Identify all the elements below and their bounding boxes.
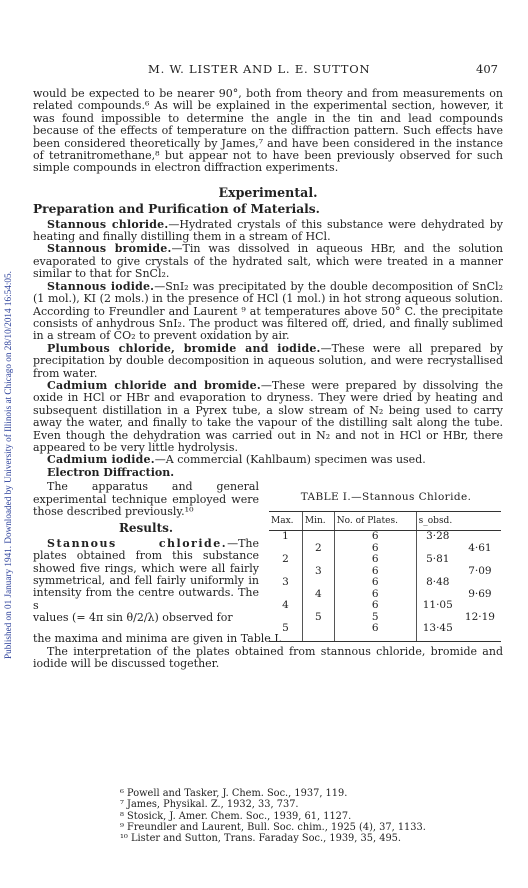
cell-max: 4 [282, 599, 289, 611]
cell-min [302, 577, 334, 589]
header-min: Min. [302, 511, 334, 530]
rule-cell [302, 635, 334, 642]
table-header-row [269, 511, 501, 530]
cell-s-min [459, 531, 501, 543]
cell-plates: 6 [334, 600, 416, 612]
table-caption: TABLE I.—Stannous Chloride. [300, 491, 472, 504]
cell-s-min [459, 554, 501, 566]
paragraph-text: —SnI₂ was precipitated by the double decomposition of SnCl₂ (1 mol.), KI (2 mols.) in the presence of HCl (1 mol.) in hot strong aqueous solution. According to Freundler and Laurent ⁹ at temperatures above 50° C. the precipitate consists of anhydrous SnI₂. The product was filtered off, dried, and finally sublimed in a stream of CO₂ to prevent oxidation by air. [33, 279, 503, 343]
cell-s-min: 4·61 [468, 541, 492, 554]
table-1 [269, 491, 503, 641]
paragraph-lead: Stannous bromide. [47, 242, 172, 256]
table-row [269, 600, 501, 612]
cell-s-max: 11·05 [416, 600, 459, 612]
article-body [33, 88, 503, 670]
download-notice[interactable]: Published on 01 January 1941. Downloaded by University of Illinois at Chicago on 28/10/2014 16:54:05. [3, 271, 13, 659]
results-and-table [33, 481, 503, 633]
paragraph-text: —Tin was dissolved in aqueous HBr, and the solution evaporated to give crystals of the hydrated salt, which were treated in a manner similar to that for SnCl₂. [33, 242, 503, 281]
cell-min: 2 [302, 543, 334, 555]
cell-max: 3 [282, 576, 289, 588]
rule-cell [334, 635, 416, 642]
cell-s-max: 8·48 [416, 577, 459, 589]
paragraph-text: —A commercial (Kahlbaum) specimen was used. [154, 453, 426, 467]
cell-plates: 6 [334, 577, 416, 589]
cell-s-min [459, 600, 501, 612]
cell-max: 1 [282, 530, 289, 542]
rule-cell [269, 635, 302, 642]
cell-s-min [459, 623, 501, 635]
cell-plates: 6 [334, 623, 416, 635]
header-plates: No. of Plates. [334, 511, 416, 530]
results-column [33, 481, 259, 624]
cell-s-min: 9·69 [468, 587, 492, 600]
apparatus-paragraph: The apparatus and general experimental technique employed were those described previously.¹⁰ [33, 480, 259, 518]
section-heading: Experimental. [218, 184, 318, 200]
closing-paragraph: The interpretation of the plates obtained from stannous chloride, bromide and iodide will be discussed together. [33, 644, 503, 670]
results-lead: Stannous chloride. [47, 536, 228, 550]
running-title: M. W. LISTER AND L. E. SUTTON [148, 62, 371, 76]
footnote: ⁸ Stosick, J. Amer. Chem. Soc., 1939, 61, 1127. [120, 810, 352, 822]
cell-min: 5 [302, 612, 334, 624]
footnote: ⁹ Freundler and Laurent, Bull. Soc. chim., 1925 (4), 37, 1133. [120, 821, 426, 833]
paragraph-cadmium-iodide [33, 454, 503, 466]
paragraph-text: —Hydrated crystals of this substance were dehydrated by heating and finally distilling them in a stream of HCl. [33, 217, 503, 244]
paragraph-lead: Cadmium chloride and bromide. [47, 378, 261, 392]
table-row [269, 623, 501, 635]
table-row [269, 589, 501, 601]
header-max: Max. [269, 511, 302, 530]
cell-s-min [459, 577, 501, 589]
cell-min: 3 [302, 566, 334, 578]
table-body [269, 531, 501, 642]
cell-s-max: 3·28 [416, 531, 459, 543]
paragraph-lead: Stannous iodide. [47, 279, 155, 293]
footnotes [120, 788, 500, 844]
page-header [62, 62, 498, 76]
cell-plates: 6 [334, 566, 416, 578]
cell-plates: 6 [334, 531, 416, 543]
paragraph-plumbous-halides [33, 343, 503, 380]
cell-min: 4 [302, 589, 334, 601]
cell-max: 2 [282, 553, 289, 565]
footnote: ⁶ Powell and Tasker, J. Chem. Soc., 1937, 119. [120, 788, 348, 799]
table-row [269, 612, 501, 624]
cell-s-min: 12·19 [464, 610, 495, 623]
cell-min [302, 531, 334, 543]
paragraph-cadmium-chloride-bromide [33, 380, 503, 454]
cell-plates: 6 [334, 554, 416, 566]
table-row [269, 543, 501, 555]
results-heading: Results. [118, 521, 174, 536]
paragraph-lead: Cadmium iodide. [47, 453, 155, 467]
table-row [269, 554, 501, 566]
electron-diffraction-heading: Electron Diffraction. [47, 465, 175, 479]
paragraph-lead: Stannous chloride. [47, 217, 169, 231]
cell-s-min: 7·09 [468, 564, 492, 577]
cell-min [302, 623, 334, 635]
table-row [269, 577, 501, 589]
subsection-heading: Preparation and Purification of Materials. [33, 202, 320, 217]
cell-min [302, 600, 334, 612]
footnote: ¹⁰ Lister and Sutton, Trans. Faraday Soc., 1939, 35, 495. [120, 833, 402, 845]
paragraph-stannous-bromide [33, 243, 503, 280]
rule-cell [416, 635, 459, 642]
cell-plates: 5 [334, 612, 416, 624]
cell-s-max: 13·45 [416, 623, 459, 635]
results-text-3: the maxima and minima are given in Table I. [33, 632, 283, 646]
data-table [269, 511, 501, 642]
footnote: ⁷ James, Physikal. Z., 1932, 33, 737. [120, 799, 299, 811]
cell-max: 5 [282, 622, 289, 634]
intro-paragraph: would be expected to be nearer 90°, both from theory and from measurements on related compounds.⁶ As will be explained in the experimental section, however, it was found impossible to determine the angle in the tin and lead compounds because of the effects of temperature on the diffraction pattern. Such effects have been considered theoretically by James,⁷ and have been considered in the instance of tetranitromethane,⁸ but appear not to have been previously observed for such simple compounds in electron diffraction experiments. [33, 87, 503, 175]
paragraph-lead: Plumbous chloride, bromide and iodide. [47, 341, 321, 355]
cell-s-max: 5·81 [416, 554, 459, 566]
cell-min [302, 554, 334, 566]
paragraph-stannous-chloride [33, 219, 503, 244]
paragraph-stannous-iodide [33, 281, 503, 343]
paragraph-text: —These were prepared by dissolving the oxide in HCl or HBr and evaporation to dryness. They were dried by heating and subsequent distillation in a Pyrex tube, a slow stream of N₂ being used to carry away the water, and finally to take the vapour of the distilling salt along the tube. Even though the dehydration was carried out in N₂ and not in HCl or HBr, there appeared to be very little hydrolysis. [33, 378, 504, 454]
rule-cell [459, 635, 501, 642]
cell-plates: 6 [334, 589, 416, 601]
table-row [269, 531, 501, 543]
table-row [269, 566, 501, 578]
cell-plates: 6 [334, 543, 416, 555]
page-number: 407 [476, 62, 498, 76]
results-text-1: —The plates obtained from this substance showed five rings, which were all fairly symmetrical, and fell fairly uniformly in intensity from the centre outwards. The s [33, 536, 259, 612]
results-formula-line: values (= 4π sin θ/2/λ) observed for [33, 611, 233, 625]
table-bottom-rule [269, 635, 501, 642]
results-paragraph [33, 538, 259, 612]
paragraph-text: —These were all prepared by precipitation by double decomposition in aqueous solution, and were recrystallised from water. [33, 341, 503, 380]
header-s-obsd: s_obsd. [416, 511, 501, 530]
